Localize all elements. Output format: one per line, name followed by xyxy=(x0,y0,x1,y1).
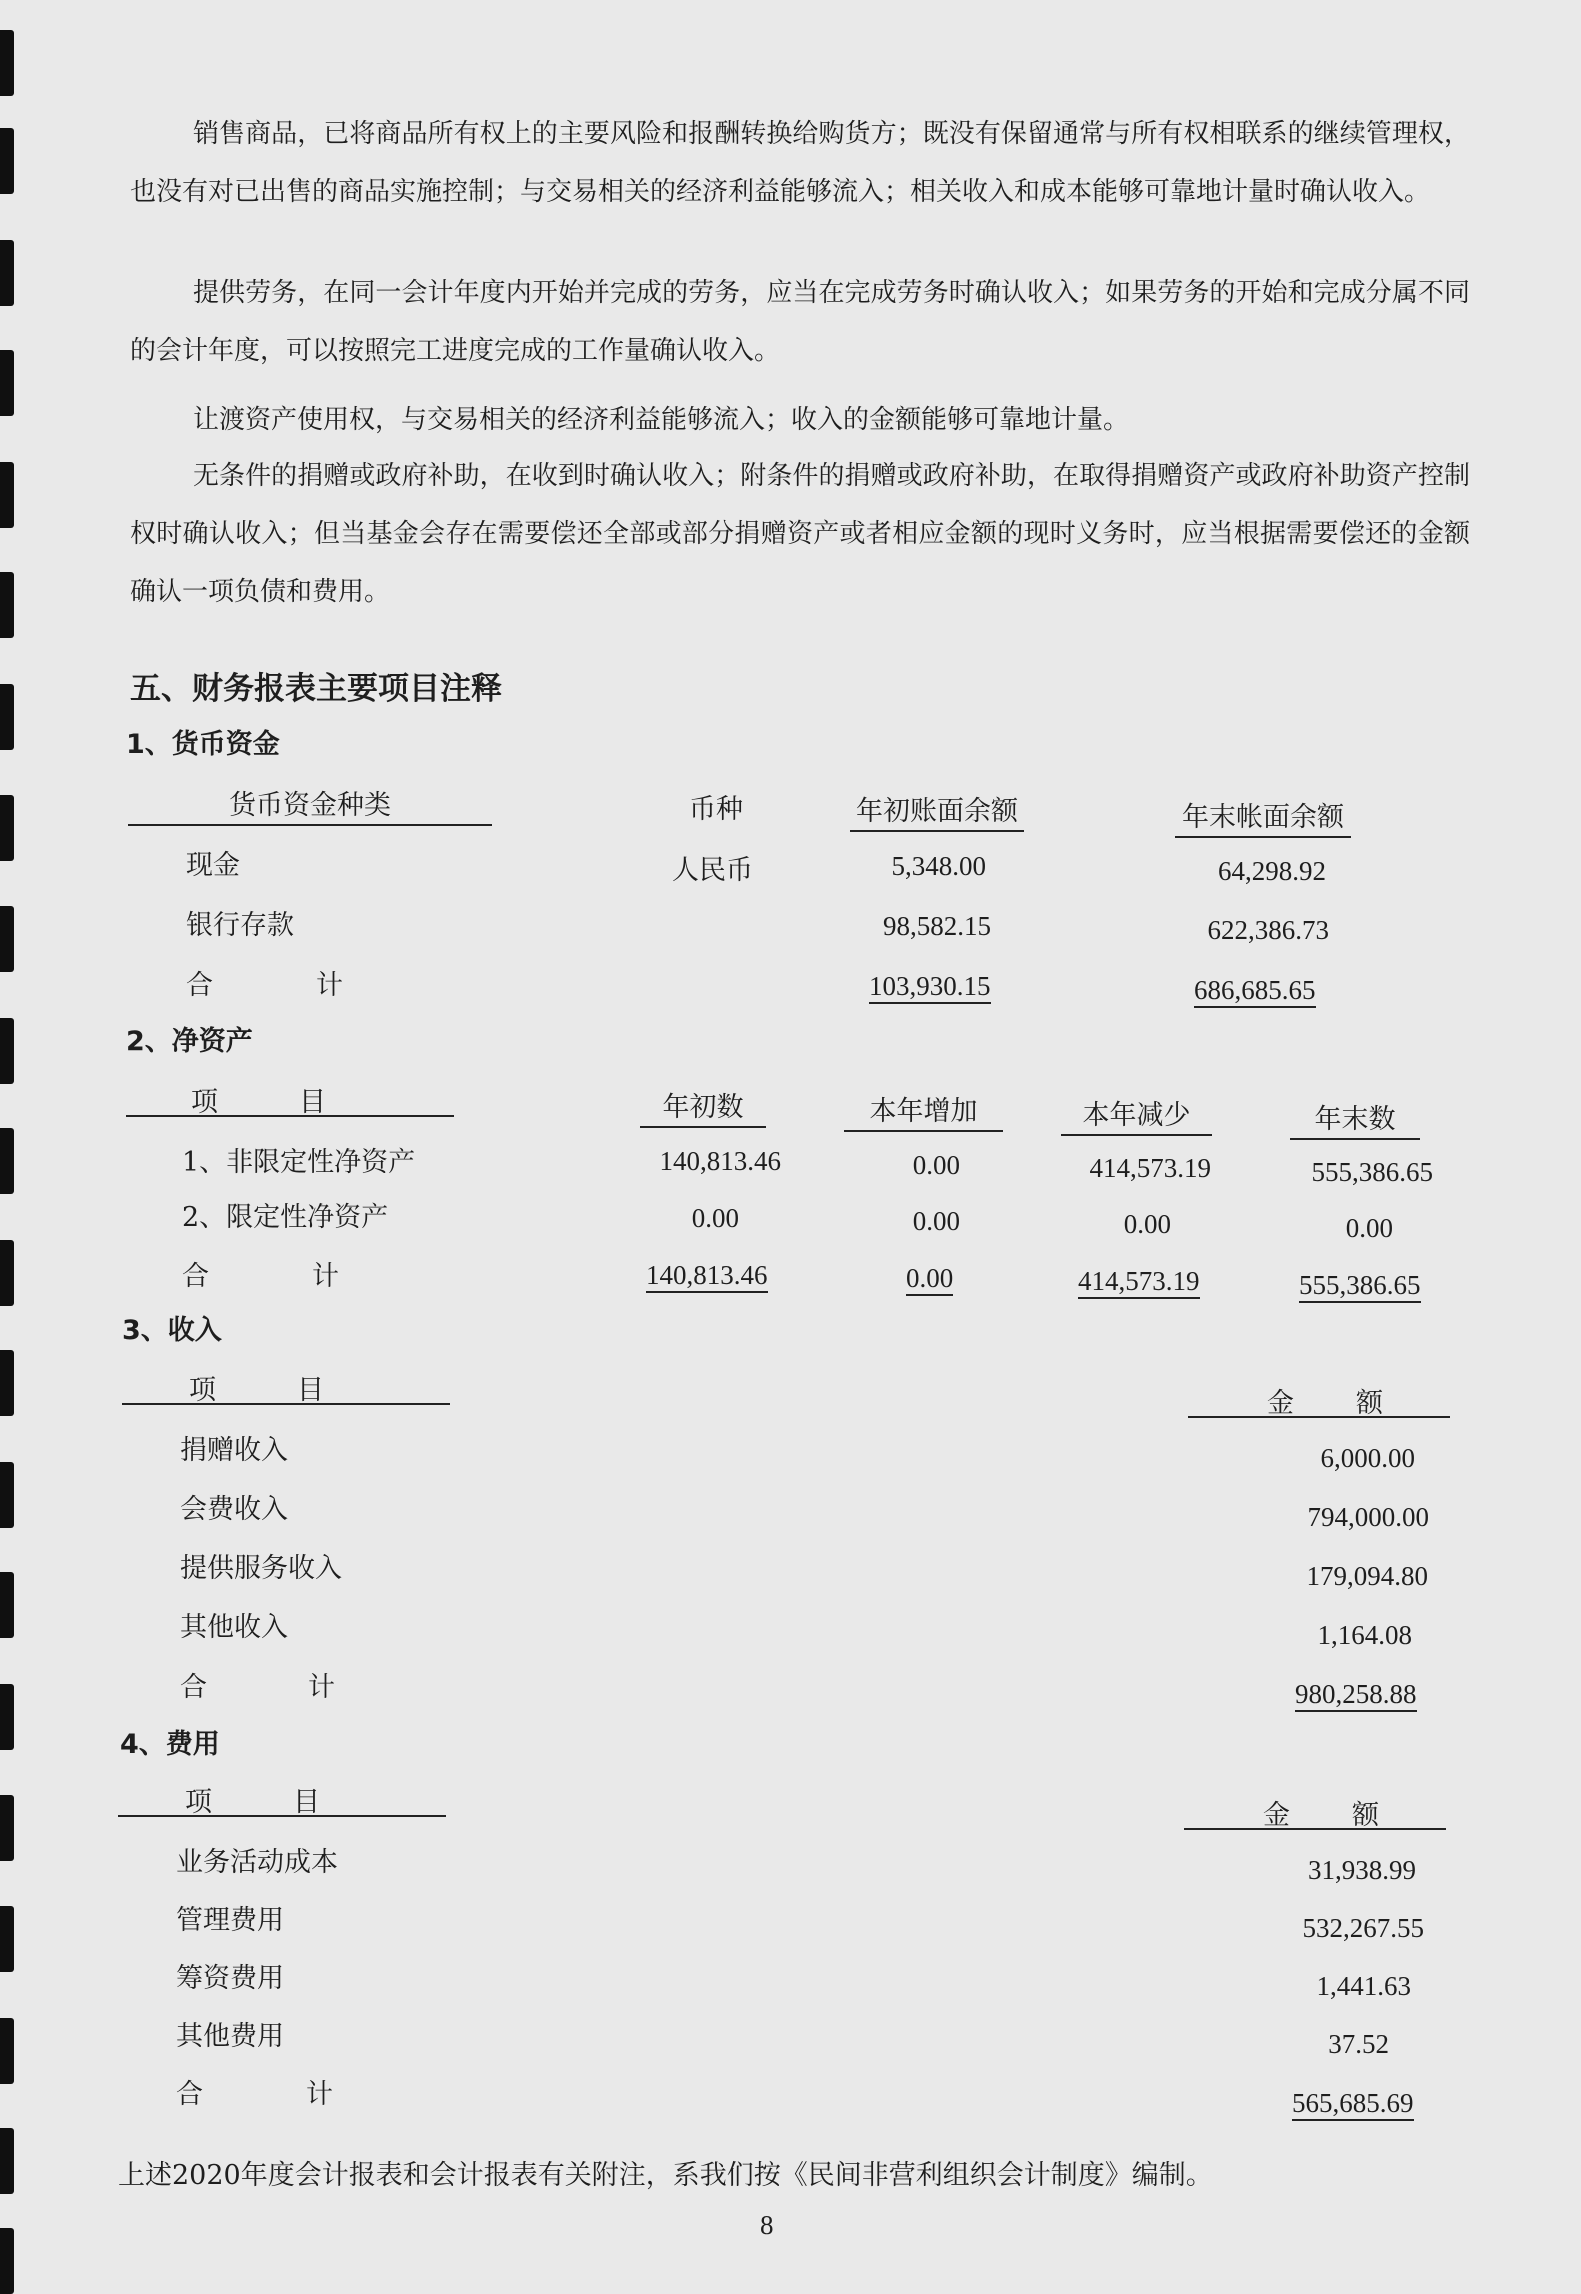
punch-hole xyxy=(0,240,14,306)
binding-strip xyxy=(0,0,22,2287)
punch-hole xyxy=(0,1240,14,1306)
cash-total-label-b: 计 xyxy=(316,970,343,1001)
expenses-row-amount: 532,267.55 xyxy=(1302,1913,1424,1943)
cash-header-currency: 币种 xyxy=(689,794,743,825)
paragraph-sales-revenue: 销售商品，已将商品所有权上的主要风险和报酬转换给购货方；既没有保留通常与所有权相联系的继续管理权，也没有对已出售的商品实施控制；与交易相关的经济利益能够流入；相关收入和成本能够可靠地计量时确认收入。 xyxy=(130,119,1470,207)
net-assets-row-opening: 140,813.46 xyxy=(659,1146,781,1176)
cash-header-type: 货币资金种类 xyxy=(128,783,492,826)
header-item-b: 目 xyxy=(299,1087,326,1118)
header-item-a: 项 xyxy=(189,1375,216,1406)
income-row-amount: 794,000.00 xyxy=(1307,1502,1429,1532)
punch-hole xyxy=(0,128,14,194)
income-total-label-b: 计 xyxy=(308,1672,335,1703)
page-number: 8 xyxy=(760,2210,774,2240)
expenses-row-item: 其他费用 xyxy=(176,2021,284,2052)
paragraph-asset-use-rights: 让渡资产使用权，与交易相关的经济利益能够流入；收入的金额能够可靠地计量。 xyxy=(193,405,1130,435)
header-item-b: 目 xyxy=(297,1375,324,1406)
net-assets-row-decrease: 414,573.19 xyxy=(1089,1153,1211,1183)
net-assets-row-closing: 0.00 xyxy=(1345,1213,1393,1243)
punch-hole xyxy=(0,795,14,861)
header-item-a: 项 xyxy=(185,1787,212,1818)
expenses-row-amount: 31,938.99 xyxy=(1308,1855,1416,1885)
net-assets-row-opening: 0.00 xyxy=(691,1203,739,1233)
expenses-title: 4、费用 xyxy=(120,1729,220,1760)
punch-hole xyxy=(0,1462,14,1528)
income-header-item xyxy=(122,1368,450,1405)
net-assets-total-increase: 0.00 xyxy=(906,1263,953,1296)
cash-header-opening: 年初账面余额 xyxy=(850,789,1024,832)
expenses-total-amount: 565,685.69 xyxy=(1292,2088,1414,2121)
punch-hole xyxy=(0,572,14,638)
punch-hole xyxy=(0,684,14,750)
expenses-header-amount xyxy=(1184,1793,1446,1830)
footer-note: 上述2020年度会计报表和会计报表有关附注，系我们按《民间非营利组织会计制度》编制。 xyxy=(118,2160,1213,2191)
cash-row-type: 现金 xyxy=(186,850,240,881)
net-assets-total-decrease: 414,573.19 xyxy=(1078,1266,1200,1299)
header-item-a: 项 xyxy=(191,1087,218,1118)
cash-total-opening: 103,930.15 xyxy=(869,971,991,1004)
expenses-row-item: 业务活动成本 xyxy=(176,1847,338,1878)
punch-hole xyxy=(0,906,14,972)
header-amount-b: 额 xyxy=(1356,1388,1383,1419)
header-amount-a: 金 xyxy=(1263,1800,1290,1831)
paragraph-donations: 无条件的捐赠或政府补助，在收到时确认收入；附条件的捐赠或政府补助，在取得捐赠资产或政府补助资产控制权时确认收入；但当基金会存在需要偿还全部或部分捐赠资产或者相应金额的现时义务时，应当根据需要偿还的金额确认一项负债和费用。 xyxy=(130,461,1470,607)
punch-hole xyxy=(0,2228,14,2294)
punch-hole xyxy=(0,350,14,416)
cash-title: 1、货币资金 xyxy=(126,729,280,760)
section-title: 五、财务报表主要项目注释 xyxy=(130,671,502,707)
punch-hole xyxy=(0,1350,14,1416)
expenses-row-amount: 37.52 xyxy=(1328,2029,1389,2059)
net-assets-row-increase: 0.00 xyxy=(912,1206,960,1236)
expenses-total-label-b: 计 xyxy=(306,2079,333,2110)
expenses-row-amount: 1,441.63 xyxy=(1316,1971,1411,2001)
expenses-row-item: 管理费用 xyxy=(176,1905,284,1936)
cash-total-label-a: 合 xyxy=(186,970,213,1001)
cash-row-currency: 人民币 xyxy=(672,855,753,886)
net-assets-row-item: 1、非限定性净资产 xyxy=(182,1147,416,1178)
header-item-b: 目 xyxy=(293,1787,320,1818)
punch-hole xyxy=(0,30,14,96)
net-assets-total-opening: 140,813.46 xyxy=(646,1260,768,1293)
income-title: 3、收入 xyxy=(122,1315,222,1346)
net-assets-total-label-b: 计 xyxy=(312,1261,339,1292)
cash-row-closing: 622,386.73 xyxy=(1207,915,1329,945)
net-assets-total-closing: 555,386.65 xyxy=(1299,1270,1421,1303)
income-row-amount: 179,094.80 xyxy=(1306,1561,1428,1591)
net-assets-title: 2、净资产 xyxy=(126,1026,253,1057)
income-row-item: 会费收入 xyxy=(180,1494,288,1525)
punch-hole xyxy=(0,1128,14,1194)
cash-row-type: 银行存款 xyxy=(186,910,294,941)
punch-hole xyxy=(0,1795,14,1861)
punch-hole xyxy=(0,1572,14,1638)
net-assets-row-increase: 0.00 xyxy=(912,1150,960,1180)
net-assets-row-item: 2、限定性净资产 xyxy=(182,1202,389,1233)
income-header-amount xyxy=(1188,1381,1450,1418)
expenses-total-label-a: 合 xyxy=(176,2079,203,2110)
cash-row-opening: 5,348.00 xyxy=(891,851,986,881)
income-row-amount: 6,000.00 xyxy=(1320,1443,1415,1473)
income-row-item: 其他收入 xyxy=(180,1612,288,1643)
header-amount-b: 额 xyxy=(1352,1800,1379,1831)
income-row-amount: 1,164.08 xyxy=(1317,1620,1412,1650)
net-assets-header-item xyxy=(126,1080,454,1117)
punch-hole xyxy=(0,462,14,528)
cash-total-closing: 686,685.65 xyxy=(1194,975,1316,1008)
cash-row-opening: 98,582.15 xyxy=(883,911,991,941)
expenses-row-item: 筹资费用 xyxy=(176,1963,284,1994)
net-assets-row-decrease: 0.00 xyxy=(1123,1209,1171,1239)
punch-hole xyxy=(0,2018,14,2084)
net-assets-header-closing: 年末数 xyxy=(1290,1097,1420,1140)
net-assets-header-decrease: 本年减少 xyxy=(1061,1093,1212,1136)
punch-hole xyxy=(0,1018,14,1084)
net-assets-total-label-a: 合 xyxy=(182,1261,209,1292)
header-amount-a: 金 xyxy=(1267,1388,1294,1419)
income-total-amount: 980,258.88 xyxy=(1295,1679,1417,1712)
income-total-label-a: 合 xyxy=(180,1672,207,1703)
paragraph-services-revenue: 提供劳务，在同一会计年度内开始并完成的劳务，应当在完成劳务时确认收入；如果劳务的开始和完成分属不同的会计年度，可以按照完工进度完成的工作量确认收入。 xyxy=(130,278,1470,366)
net-assets-header-increase: 本年增加 xyxy=(844,1089,1003,1132)
income-row-item: 捐赠收入 xyxy=(180,1435,288,1466)
net-assets-header-opening: 年初数 xyxy=(640,1085,766,1128)
net-assets-row-closing: 555,386.65 xyxy=(1311,1157,1433,1187)
punch-hole xyxy=(0,2128,14,2194)
cash-header-closing: 年末帐面余额 xyxy=(1175,795,1351,838)
punch-hole xyxy=(0,1906,14,1972)
punch-hole xyxy=(0,1684,14,1750)
expenses-header-item xyxy=(118,1780,446,1817)
cash-row-closing: 64,298.92 xyxy=(1218,856,1326,886)
income-row-item: 提供服务收入 xyxy=(180,1553,342,1584)
